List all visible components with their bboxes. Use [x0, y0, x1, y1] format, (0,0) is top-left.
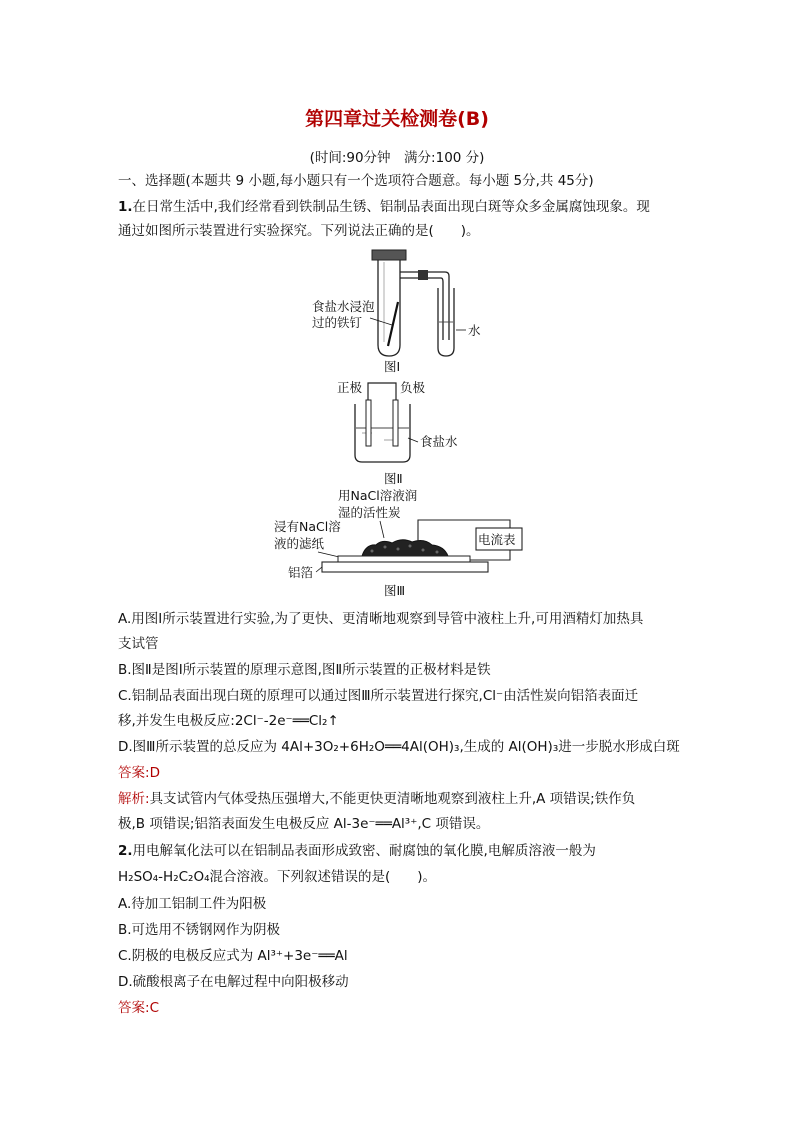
fig3-label-carbon-2: 湿的活性炭	[338, 505, 401, 520]
q2-stem-line1	[118, 841, 596, 861]
q1-option-a-line1: A.用图Ⅰ所示装置进行实验,为了更快、更清晰地观察到导管中液柱上升,可用酒精灯加热具	[118, 611, 644, 627]
fig3-label-paper-1: 浸有NaCl溶	[274, 519, 341, 534]
fig3-label-ammeter: 电流表	[478, 532, 516, 547]
q2-stem-text: 用电解氧化法可以在铝制品表面形成致密、耐腐蚀的氧化膜,电解质溶液一般为	[132, 843, 596, 859]
q1-option-b: B.图Ⅱ是图Ⅰ所示装置的原理示意图,图Ⅱ所示装置的正极材料是铁	[118, 662, 491, 678]
q2-answer-value: C	[149, 1000, 159, 1016]
q2-option-c: C.阴极的电极反应式为 Al³⁺+3e⁻══Al	[118, 948, 348, 964]
q1-answer-label: 答案:	[118, 765, 150, 781]
time-score-info: (时间:90分钟 满分:100 分)	[309, 150, 485, 166]
fig3-label-carbon-1: 用NaCl溶液润	[338, 488, 418, 503]
q2-number: 2.	[118, 843, 133, 859]
fig1-label-nail-1: 食盐水浸泡	[312, 299, 375, 314]
fig2-caption: 图Ⅱ	[384, 471, 403, 486]
section-heading: 一、选择题(本题共 9 小题,每小题只有一个选项符合题意。每小题 5分,共 45分)	[118, 173, 594, 189]
fig1-label-water: 水	[468, 323, 481, 338]
q1-analysis-line2: 极,B 项错误;铝箔表面发生电极反应 Al-3e⁻══Al³⁺,C 项错误。	[118, 816, 490, 832]
fig1-label-nail-2: 过的铁钉	[312, 315, 363, 330]
fig1-caption: 图Ⅰ	[384, 359, 401, 374]
q2-option-a: A.待加工铝制工件为阳极	[118, 896, 267, 912]
q2-stem-line2: H₂SO₄-H₂C₂O₄混合溶液。下列叙述错误的是( )。	[118, 869, 437, 885]
q1-option-c-line1: C.铝制品表面出现白斑的原理可以通过图Ⅲ所示装置进行探究,Cl⁻由活性炭向铝箔表面迁	[118, 688, 639, 704]
q1-answer-value: D	[149, 765, 160, 781]
q2-option-b: B.可选用不锈钢网作为阴极	[118, 922, 281, 938]
q2-answer	[118, 998, 159, 1018]
stopper-icon	[372, 250, 406, 260]
fig3-caption: 图Ⅲ	[384, 583, 406, 598]
q1-answer	[118, 763, 160, 783]
q2-answer-label: 答案:	[118, 1000, 150, 1016]
fig3-label-paper-2: 液的滤纸	[274, 536, 325, 551]
q1-option-a-line2: 支试管	[118, 636, 159, 652]
q1-option-d: D.图Ⅲ所示装置的总反应为 4Al+3O₂+6H₂O══4Al(OH)₃,生成的 Al(OH)₃进一步脱水形成白斑	[118, 739, 680, 755]
fig2-label-negative: 负极	[400, 380, 426, 395]
figure-1-apparatus	[312, 250, 481, 374]
fig2-label-salt-water: 食盐水	[420, 434, 458, 449]
q1-stem-text: 在日常生活中,我们经常看到铁制品生锈、铝制品表面出现白斑等众多金属腐蚀现象。现	[132, 199, 650, 215]
fig3-label-foil: 铝箔	[288, 565, 314, 580]
q1-option-c-line2: 移,并发生电极反应:2Cl⁻-2e⁻══Cl₂↑	[118, 713, 339, 729]
q1-stem-line2: 通过如图所示装置进行实验探究。下列说法正确的是( )。	[118, 223, 480, 239]
figure-3-apparatus	[274, 488, 522, 598]
q2-option-d: D.硫酸根离子在电解过程中向阳极移动	[118, 974, 349, 990]
fig2-label-positive: 正极	[337, 380, 363, 395]
q1-analysis-line1	[118, 789, 635, 809]
page-title: 第四章过关检测卷(B)	[305, 108, 489, 130]
figure-2-apparatus	[337, 380, 458, 486]
q1-number: 1.	[118, 199, 133, 215]
q1-analysis-label: 解析:	[118, 791, 150, 807]
q1-analysis-text: 具支试管内气体受热压强增大,不能更快更清晰地观察到液柱上升,A 项错误;铁作负	[149, 791, 636, 807]
